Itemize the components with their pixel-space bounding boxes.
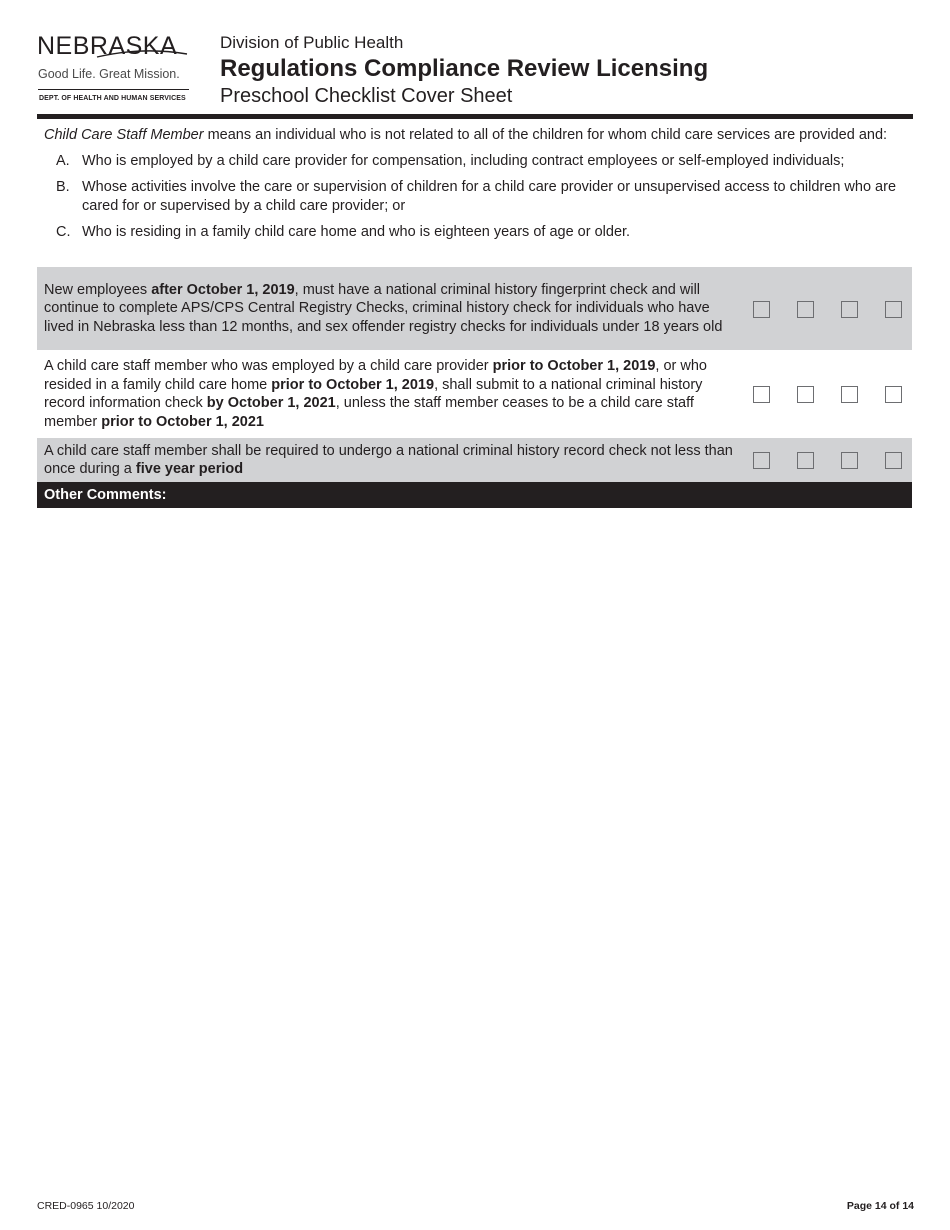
logo-wordmark: NEBRASKA xyxy=(37,32,178,60)
checklist-row-text xyxy=(37,277,734,341)
definition-item xyxy=(44,178,914,216)
definition-item-text: Who is residing in a family child care home and who is eighteen years of age or older. xyxy=(82,224,631,240)
checklist-row-text xyxy=(37,353,734,435)
checklist-row xyxy=(37,352,912,436)
division-name: Division of Public Health xyxy=(220,33,404,52)
checkbox[interactable] xyxy=(841,452,858,469)
definition-item-text: Who is employed by a child care provider for compensation, including contract employees or self-employed individuals; xyxy=(82,153,845,169)
form-id: CRED-0965 10/2020 xyxy=(37,1200,135,1212)
checkbox[interactable] xyxy=(797,452,814,469)
row-text-part: A child care staff member who was employed by a child care provider xyxy=(44,358,493,374)
logo-department: DEPT. OF HEALTH AND HUMAN SERVICES xyxy=(39,95,186,102)
definition-term: Child Care Staff Member xyxy=(44,127,204,143)
row-text-bold: prior to October 1, 2021 xyxy=(101,413,264,430)
row-text-bold: after October 1, 2019 xyxy=(151,281,295,298)
definition-item-letter: A. xyxy=(56,153,70,169)
checkbox-group xyxy=(753,352,913,436)
definition-item xyxy=(44,152,914,171)
checkbox[interactable] xyxy=(753,386,770,403)
row-text-part: New employees xyxy=(44,281,152,298)
checklist-row xyxy=(37,438,912,482)
checkbox[interactable] xyxy=(841,301,858,318)
definition-item-letter: B. xyxy=(56,179,70,195)
checkbox[interactable] xyxy=(885,452,902,469)
checkbox[interactable] xyxy=(753,301,770,318)
header-titles xyxy=(220,33,708,108)
checkbox[interactable] xyxy=(841,386,858,403)
definition-item-text: Whose activities involve the care or supervision of children for a child care provider or unsupervised access to children who are cared for or supervised by a child care provider; or xyxy=(82,179,897,214)
definition-list xyxy=(44,152,914,242)
row-text-bold: prior to October 1, 2019 xyxy=(492,358,656,374)
staff-member-definition xyxy=(44,126,914,242)
row-text-part: , must have a national criminal history fingerprint check and will continue to complete APS/CPS Central Registry Checks, criminal history check for individuals who have lived in Nebraska less than 12 months, and sex offender registry checks for individuals under 18 years old xyxy=(44,281,723,335)
checkbox[interactable] xyxy=(885,301,902,318)
row-text-part: , or who resided in a family child care home xyxy=(44,358,708,393)
row-text-bold: five year period xyxy=(135,461,244,477)
definition-item-letter: C. xyxy=(56,224,71,240)
logo-divider xyxy=(38,89,189,90)
checkbox-group xyxy=(753,438,913,482)
other-comments-header: Other Comments: xyxy=(37,482,912,508)
definition-intro-text: means an individual who is not related to all of the children for whom child care services are provided and: xyxy=(203,127,888,143)
definition-intro xyxy=(44,126,914,145)
logo-tagline: Good Life. Great Mission. xyxy=(38,67,180,81)
checkbox[interactable] xyxy=(797,301,814,318)
page-number: Page 14 of 14 xyxy=(846,1200,914,1212)
row-text-part: A child care staff member shall be required to undergo a national criminal history record check not less than once during a xyxy=(44,442,733,477)
row-text-bold: prior to October 1, 2019 xyxy=(271,376,435,393)
row-text-part: , unless the staff member ceases to be a child care staff member xyxy=(44,395,694,430)
checklist-row-text xyxy=(37,438,734,483)
page-header xyxy=(37,30,913,118)
definition-item xyxy=(44,223,914,242)
page-subtitle: Preschool Checklist Cover Sheet xyxy=(220,85,513,107)
header-rule xyxy=(37,114,913,119)
checkbox[interactable] xyxy=(753,452,770,469)
page-title: Regulations Compliance Review Licensing xyxy=(220,55,709,82)
row-text-part: , shall submit to a national criminal history record information check xyxy=(44,376,703,411)
checkbox-group xyxy=(753,267,913,350)
checkbox[interactable] xyxy=(797,386,814,403)
checklist-table xyxy=(37,267,912,508)
row-text-bold: by October 1, 2021 xyxy=(206,395,336,411)
checklist-row xyxy=(37,267,912,350)
checkbox[interactable] xyxy=(885,386,902,403)
